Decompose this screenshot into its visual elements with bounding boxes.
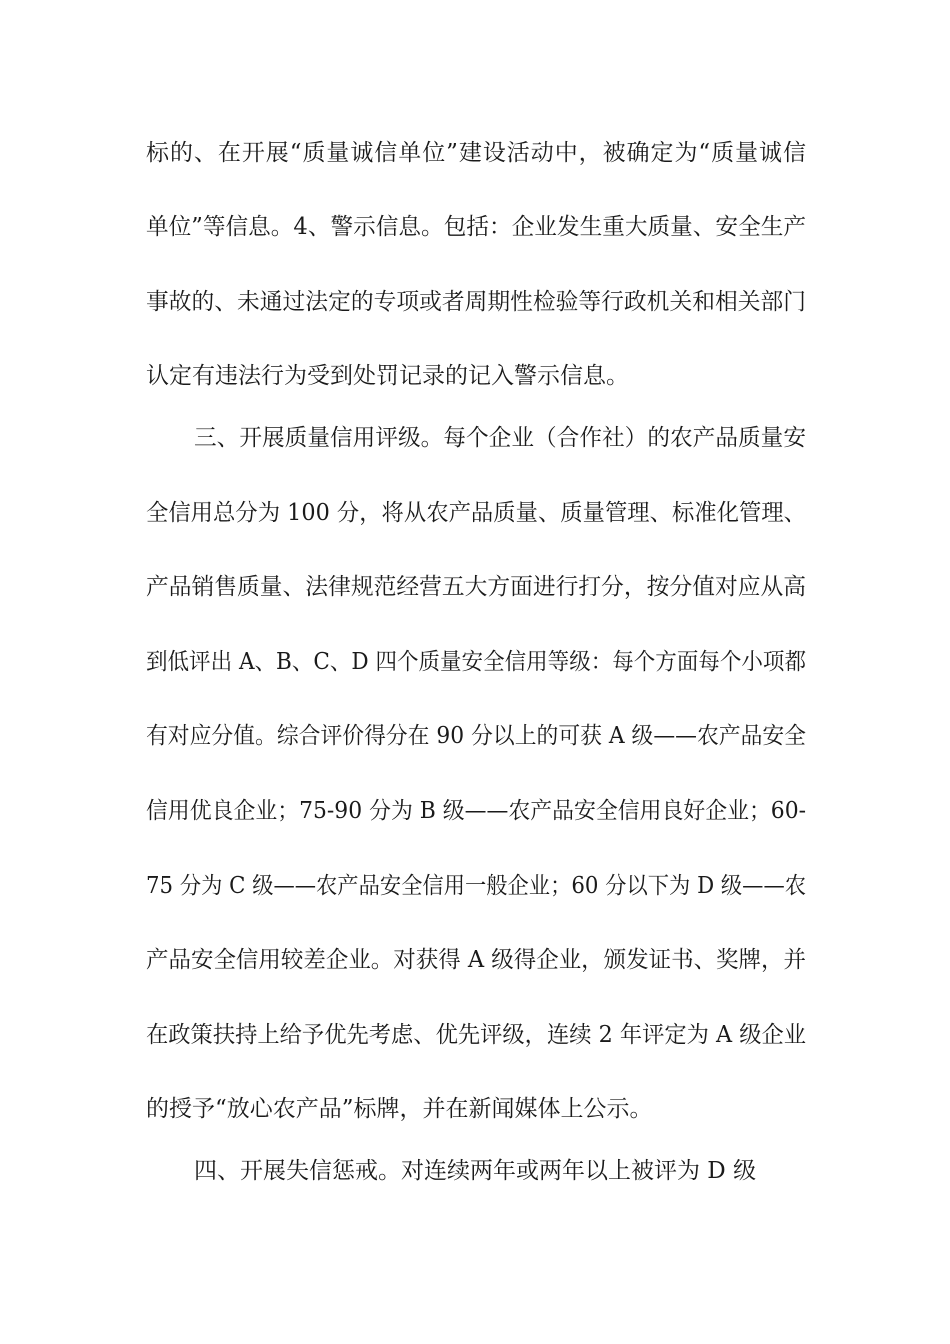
text-line: 产品安全信用较差企业。对获得 A 级得企业，颁发证书、奖牌，并 [146, 947, 806, 973]
text-line: 75 分为 C 级——农产品安全信用一般企业；60 分以下为 D 级——农 [146, 873, 807, 899]
paragraph-start-line: 三、开展质量信用评级。每个企业（合作社）的农产品质量安 [194, 425, 806, 451]
text-line: 事故的、未通过法定的专项或者周期性检验等行政机关和相关部门 [146, 289, 806, 315]
text-line: 有对应分值。综合评价得分在 90 分以上的可获 A 级——农产品安全 [146, 723, 806, 749]
text-line: 在政策扶持上给予优先考虑、优先评级，连续 2 年评定为 A 级企业 [146, 1022, 807, 1048]
text-line: 的授予“放心农产品”标牌，并在新闻媒体上公示。 [146, 1096, 653, 1122]
text-line: 全信用总分为 100 分，将从农产品质量、质量管理、标准化管理、 [146, 500, 807, 526]
text-line: 信用优良企业；75-90 分为 B 级——农产品安全信用良好企业；60- [146, 798, 807, 824]
text-line: 单位”等信息。4、警示信息。包括：企业发生重大质量、安全生产 [146, 214, 807, 240]
paragraph-start-line: 四、开展失信惩戒。对连续两年或两年以上被评为 D 级 [194, 1158, 757, 1184]
text-line: 认定有违法行为受到处罚记录的记入警示信息。 [146, 363, 629, 389]
text-line: 到低评出 A、B、C、D 四个质量安全信用等级：每个方面每个小项都 [146, 649, 806, 675]
text-line: 标的、在开展“质量诚信单位”建设活动中，被确定为“质量诚信 [146, 140, 806, 166]
text-line: 产品销售质量、法律规范经营五大方面进行打分，按分值对应从高 [146, 574, 806, 600]
